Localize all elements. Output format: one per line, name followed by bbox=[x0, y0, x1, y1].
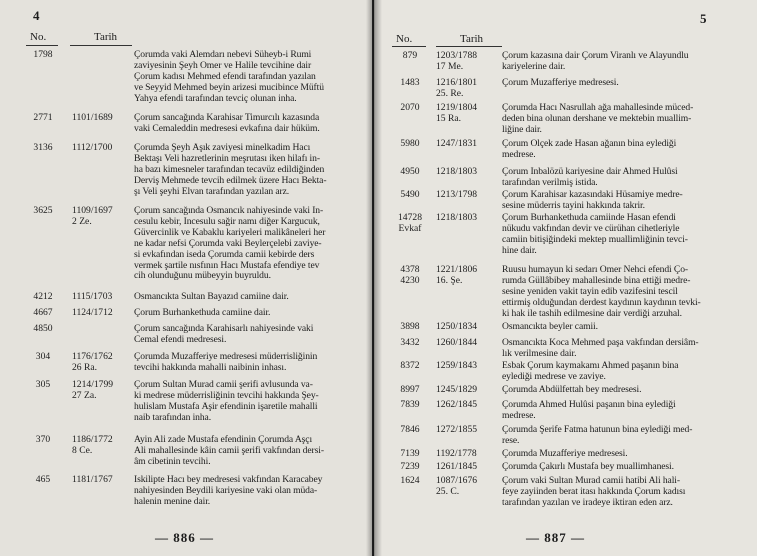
entry-date: 1124/1712 bbox=[72, 307, 113, 318]
right-header-rule-no bbox=[392, 46, 426, 47]
entry-text-line: ha bazı kimesneler tarafından tecavüz edildiğinden bbox=[134, 164, 325, 175]
entry-text-line: rumda Güllâbibey mahallesinde bina ettiği medre- bbox=[502, 275, 691, 286]
entry-date: 1087/1676 bbox=[436, 475, 478, 486]
entry-text-line: zaviyesinin Şeyh Ömer ve Halile tevcihine dair bbox=[134, 60, 312, 71]
entry-date: 1262/1845 bbox=[436, 399, 478, 410]
entry-date: 26 Ra. bbox=[72, 361, 98, 373]
entry-date: 1112/1700 bbox=[72, 142, 113, 153]
entry-text-line: Çorum Burhankethuda camiinde Hasan efendi bbox=[502, 213, 676, 223]
entry-number: 8997 bbox=[400, 384, 420, 395]
entry-text-line: Çorum vaki Sultan Murad camii hatibi Ali hali- bbox=[502, 476, 680, 486]
entry-date: 1101/1689 bbox=[72, 112, 113, 123]
entry-date: 1272/1855 bbox=[436, 424, 478, 435]
entry-text-line: Çorum sancağında Karahisarlı nahiyesinde vaki bbox=[134, 324, 314, 334]
entry-date: 1250/1834 bbox=[436, 321, 478, 332]
right-page bbox=[374, 0, 757, 556]
entry-text-line: ki medrese müderrisliğinin tevcihi hakkında Şey- bbox=[134, 390, 319, 401]
entry-text-line: liğine dair. bbox=[502, 124, 542, 135]
entry-number: 7839 bbox=[400, 399, 420, 410]
entry-text-line: ettirmiş olduğundan derdest kaydının kaydının tevki- bbox=[502, 297, 701, 308]
entry-date: 1218/1803 bbox=[436, 166, 478, 177]
entry-text-line: Çorumda Ahmed Hulûsi paşanın bina eylediği bbox=[502, 400, 676, 410]
entry-text-line: lık verilmesine dair. bbox=[502, 348, 577, 359]
entry-date: 1216/1801 bbox=[436, 77, 478, 88]
entry-text-line: eylediği medrese ve zaviye. bbox=[502, 371, 606, 382]
entry-text-line: sesine yeniden vakit tayin edib vazifesini tescil bbox=[502, 286, 678, 297]
entry-number: 1798 bbox=[33, 49, 53, 60]
right-page-footer: — 887 — bbox=[526, 530, 585, 545]
entry-text-line: cih olunduğunu mübeyyin buyruldu. bbox=[134, 271, 271, 282]
entry-number: 7239 bbox=[400, 461, 420, 472]
entry-text-line: Çorum İnbalözü kariyesine dair Ahmed Hulûsi bbox=[502, 167, 678, 177]
entry-number: 370 bbox=[35, 434, 51, 445]
entry-text-line: hulislam Mustafa Âşir efendinin işaretile mahalli bbox=[134, 401, 318, 412]
entry-text-line: Çorumda Çakırlı Mustafa bey muallimhanesi. bbox=[502, 462, 674, 472]
entry-text-line: nükudu vakfından devir ve cürühan cihetleriyle bbox=[502, 223, 680, 234]
entry-text-line: ne kadar nefsi Çorumda vaki Beylerçelebi zaviye- bbox=[134, 238, 322, 249]
entry-number: 305 bbox=[35, 379, 51, 390]
left-corner-mark: 4 bbox=[33, 8, 40, 23]
entry-number: 304 bbox=[35, 351, 51, 362]
entry-text-line: deden bina olunan dershane ve mektebin muallim- bbox=[502, 113, 692, 124]
entry-text-line: camiin bitişiğindeki mektep muallimliğinin tevci- bbox=[502, 234, 688, 245]
entry-date: 15 Ra. bbox=[436, 112, 462, 124]
entry-text-line: Çorum sancağında Osmancık nahiyesinde vaki İn- bbox=[134, 206, 324, 216]
entry-text-line: Güvercinlik ve Kabaklu kariyeleri malikâneleri her bbox=[134, 227, 326, 238]
entry-text-line: Osmancıkta beyler camii. bbox=[502, 322, 598, 332]
entry-text-line: cesulu kebir, İncesulu sağir namı diğer Kargucuk, bbox=[134, 216, 320, 227]
left-page bbox=[0, 0, 372, 556]
left-page-footer: — 886 — bbox=[155, 530, 214, 545]
entry-number: 4378 4230 bbox=[400, 264, 420, 286]
entry-text-line: medrese. bbox=[502, 410, 536, 421]
entry-number: 1624 bbox=[400, 475, 420, 486]
entry-number: 2070 bbox=[400, 102, 420, 113]
entry-text-line: Ruusu humayun ki sedarı Ömer Nehci efendi Ço- bbox=[502, 265, 688, 275]
book-gutter bbox=[366, 0, 382, 556]
entry-text-line: Cemal efendi medresesi. bbox=[134, 334, 227, 345]
entry-date: 1219/1804 bbox=[436, 102, 478, 113]
entry-number: 5980 bbox=[400, 138, 420, 149]
entry-text-line: Çorum Sultan Murad camii şerifi avlusunda va- bbox=[134, 380, 313, 390]
entry-text-line: Çorum kadısı Mehmed efendi tarafından yazılan bbox=[134, 71, 316, 82]
entry-text-line: feye zayiinden berat itası hakkında Çorum kadısı bbox=[502, 486, 686, 497]
entry-text-line: Çorum Muzafferiye medresesi. bbox=[502, 78, 619, 88]
entry-number: 8372 bbox=[400, 360, 420, 371]
entry-text-line: Derviş Mehmede tevcih edilmek üzere Hacı Bekta- bbox=[134, 175, 327, 186]
entry-text-line: vaki Cemaleddin medresesi evkafına dair hüküm. bbox=[134, 123, 320, 134]
entry-text-line: Çorum Karahisar kazasındaki Hüsamiye medre- bbox=[502, 190, 683, 200]
entry-date: 1247/1831 bbox=[436, 138, 478, 149]
entry-date: 2 Ze. bbox=[72, 215, 92, 227]
entry-date: 1186/1772 bbox=[72, 434, 113, 445]
entry-text-line: tarafından yazılan ve iradeye iktiran eden arz. bbox=[502, 497, 673, 508]
entry-date: 17 Me. bbox=[436, 60, 464, 72]
entry-number: 465 bbox=[35, 474, 51, 485]
entry-text-line: Çorumda Abdülfettah bey medresesi. bbox=[502, 385, 642, 395]
entry-text-line: Çorum sancağında Karahisar Timurcılı kazasında bbox=[134, 113, 320, 123]
entry-text-line: Çorum Ölçek zade Hasan ağanın bina eylediği bbox=[502, 139, 677, 149]
entry-number: 3136 bbox=[33, 142, 53, 153]
entry-text-line: âm cibetinin tevcihi. bbox=[134, 456, 211, 467]
entry-date: 16. Şe. bbox=[436, 274, 463, 286]
entry-text-line: ki hak ile tashih edilmesine dair verdiği arzuhal. bbox=[502, 308, 682, 319]
entry-text-line: medrese. bbox=[502, 149, 536, 160]
entry-number: 3432 bbox=[400, 337, 420, 348]
left-header-rule-date bbox=[70, 45, 132, 46]
entry-number: 4212 bbox=[33, 291, 53, 302]
entry-date: 1115/1703 bbox=[72, 291, 113, 302]
entry-number: 3625 bbox=[33, 205, 53, 216]
entry-text-line: Ali mahallesinde kâin camii şerifi vakfından dersi- bbox=[134, 445, 324, 456]
entry-date: 27 Za. bbox=[72, 389, 97, 401]
entry-text-line: halenin menine dair. bbox=[134, 496, 211, 507]
entry-text-line: tevcihi hakkında mahalli naibinin inhası. bbox=[134, 362, 287, 373]
entry-text-line: si evkafından iseda Çorumda camii kebirde ders bbox=[134, 249, 315, 260]
entry-date: 25. Re. bbox=[436, 87, 464, 99]
entry-text-line: naib tarafından inha. bbox=[134, 412, 212, 423]
left-header-no: No. bbox=[30, 31, 47, 43]
entry-text-line: rese. bbox=[502, 435, 520, 446]
right-header-date: Tarih bbox=[460, 33, 484, 45]
entry-text-line: İskilipte Hacı bey medresesi vakfından Karacabey bbox=[134, 475, 323, 485]
right-header-rule-date bbox=[436, 46, 502, 47]
entry-text-line: sesine müderris tayini hakkında takrir. bbox=[502, 200, 645, 211]
entry-date: 1259/1843 bbox=[436, 360, 478, 371]
entry-text-line: nahiyesinden Beydili kariyesine vaki olan müda- bbox=[134, 485, 318, 496]
entry-date: 1176/1762 bbox=[72, 351, 113, 362]
entry-text-line: Yahya efendi tarafından tevciç olunan inha. bbox=[134, 93, 297, 104]
entry-date: 1213/1798 bbox=[436, 189, 478, 200]
entry-text-line: Çorumda Şeyh Âşık zaviyesi minelkadim Hacı bbox=[134, 143, 311, 153]
entry-text-line: Ayin Ali zade Mustafa efendinin Çorumda Aşçı bbox=[134, 435, 313, 445]
entry-number: 2771 bbox=[33, 112, 53, 123]
entry-number: 7846 bbox=[400, 424, 420, 435]
entry-date: 1109/1697 bbox=[72, 205, 113, 216]
entry-date: 1221/1806 bbox=[436, 264, 478, 275]
entry-date: 1181/1767 bbox=[72, 474, 113, 485]
entry-text-line: Bektaşı Veli hazretlerinin meşrutası iken hilafı in- bbox=[134, 153, 320, 164]
entry-number: 4950 bbox=[400, 166, 420, 177]
entry-text-line: Çorumda vaki Alemdarı nebevi Süheyb-i Rumi bbox=[134, 50, 312, 60]
entry-text-line: Çorumda Muzafferiye medresesi. bbox=[502, 449, 628, 459]
entry-text-line: Çorumda Muzafferiye medresesi müderrisliğinin bbox=[134, 352, 318, 362]
entry-text-line: Çorum Burhankethuda camiine dair. bbox=[134, 308, 271, 318]
entry-text-line: tarafından verilmiş istida. bbox=[502, 177, 598, 188]
entry-text-line: kariyelerine dair. bbox=[502, 61, 566, 72]
entry-number: 7139 bbox=[400, 448, 420, 459]
entry-date: 1260/1844 bbox=[436, 337, 478, 348]
entry-number: 14728 Evkaf bbox=[398, 212, 422, 234]
entry-number: 3898 bbox=[400, 321, 420, 332]
entry-text-line: Esbak Çorum kaymakamı Ahmed paşanın bina bbox=[502, 361, 679, 371]
entry-date: 1203/1788 bbox=[436, 50, 478, 61]
entry-text-line: şı Veli şeyhi Elvan tarafından yazılan arz. bbox=[134, 186, 290, 197]
left-header-rule-no bbox=[26, 45, 58, 46]
entry-date: 8 Ce. bbox=[72, 444, 93, 456]
entry-number: 4667 bbox=[33, 307, 53, 318]
entry-date: 25. C. bbox=[436, 485, 460, 497]
right-header-no: No. bbox=[396, 33, 413, 45]
entry-text-line: Osmancıkta Sultan Bayazıd camiine dair. bbox=[134, 292, 289, 302]
entry-text-line: ve Seyyid Mehmed beyin arizesi mucibince Müftü bbox=[134, 82, 324, 93]
entry-text-line: Çorumda Hacı Nasrullah ağa mahallesinde müced- bbox=[502, 103, 694, 113]
entry-date: 1214/1799 bbox=[72, 379, 114, 390]
entry-number: 5490 bbox=[400, 189, 420, 200]
entry-date: 1192/1778 bbox=[436, 448, 477, 459]
entry-number: 1483 bbox=[400, 77, 420, 88]
entry-text-line: hine dair. bbox=[502, 245, 537, 256]
entry-text-line: Osmancıkta Koca Mehmed paşa vakfından dersiâm- bbox=[502, 338, 699, 348]
entry-number: 4850 bbox=[33, 323, 53, 334]
right-page-number: 5 bbox=[700, 11, 707, 26]
entry-number: 879 bbox=[402, 50, 418, 61]
entry-text-line: vermek şartile nısfının Hacı Mustafa efendiye tev bbox=[134, 260, 320, 271]
entry-date: 1218/1803 bbox=[436, 212, 478, 223]
entry-date: 1261/1845 bbox=[436, 461, 478, 472]
entry-text-line: Çorumda Şerife Fatma hatunun bina eylediği med- bbox=[502, 425, 693, 435]
entry-text-line: Çorum kazasına dair Çorum Viranlı ve Alayundlu bbox=[502, 51, 689, 61]
left-header-date: Tarih bbox=[94, 31, 118, 43]
entry-date: 1245/1829 bbox=[436, 384, 478, 395]
